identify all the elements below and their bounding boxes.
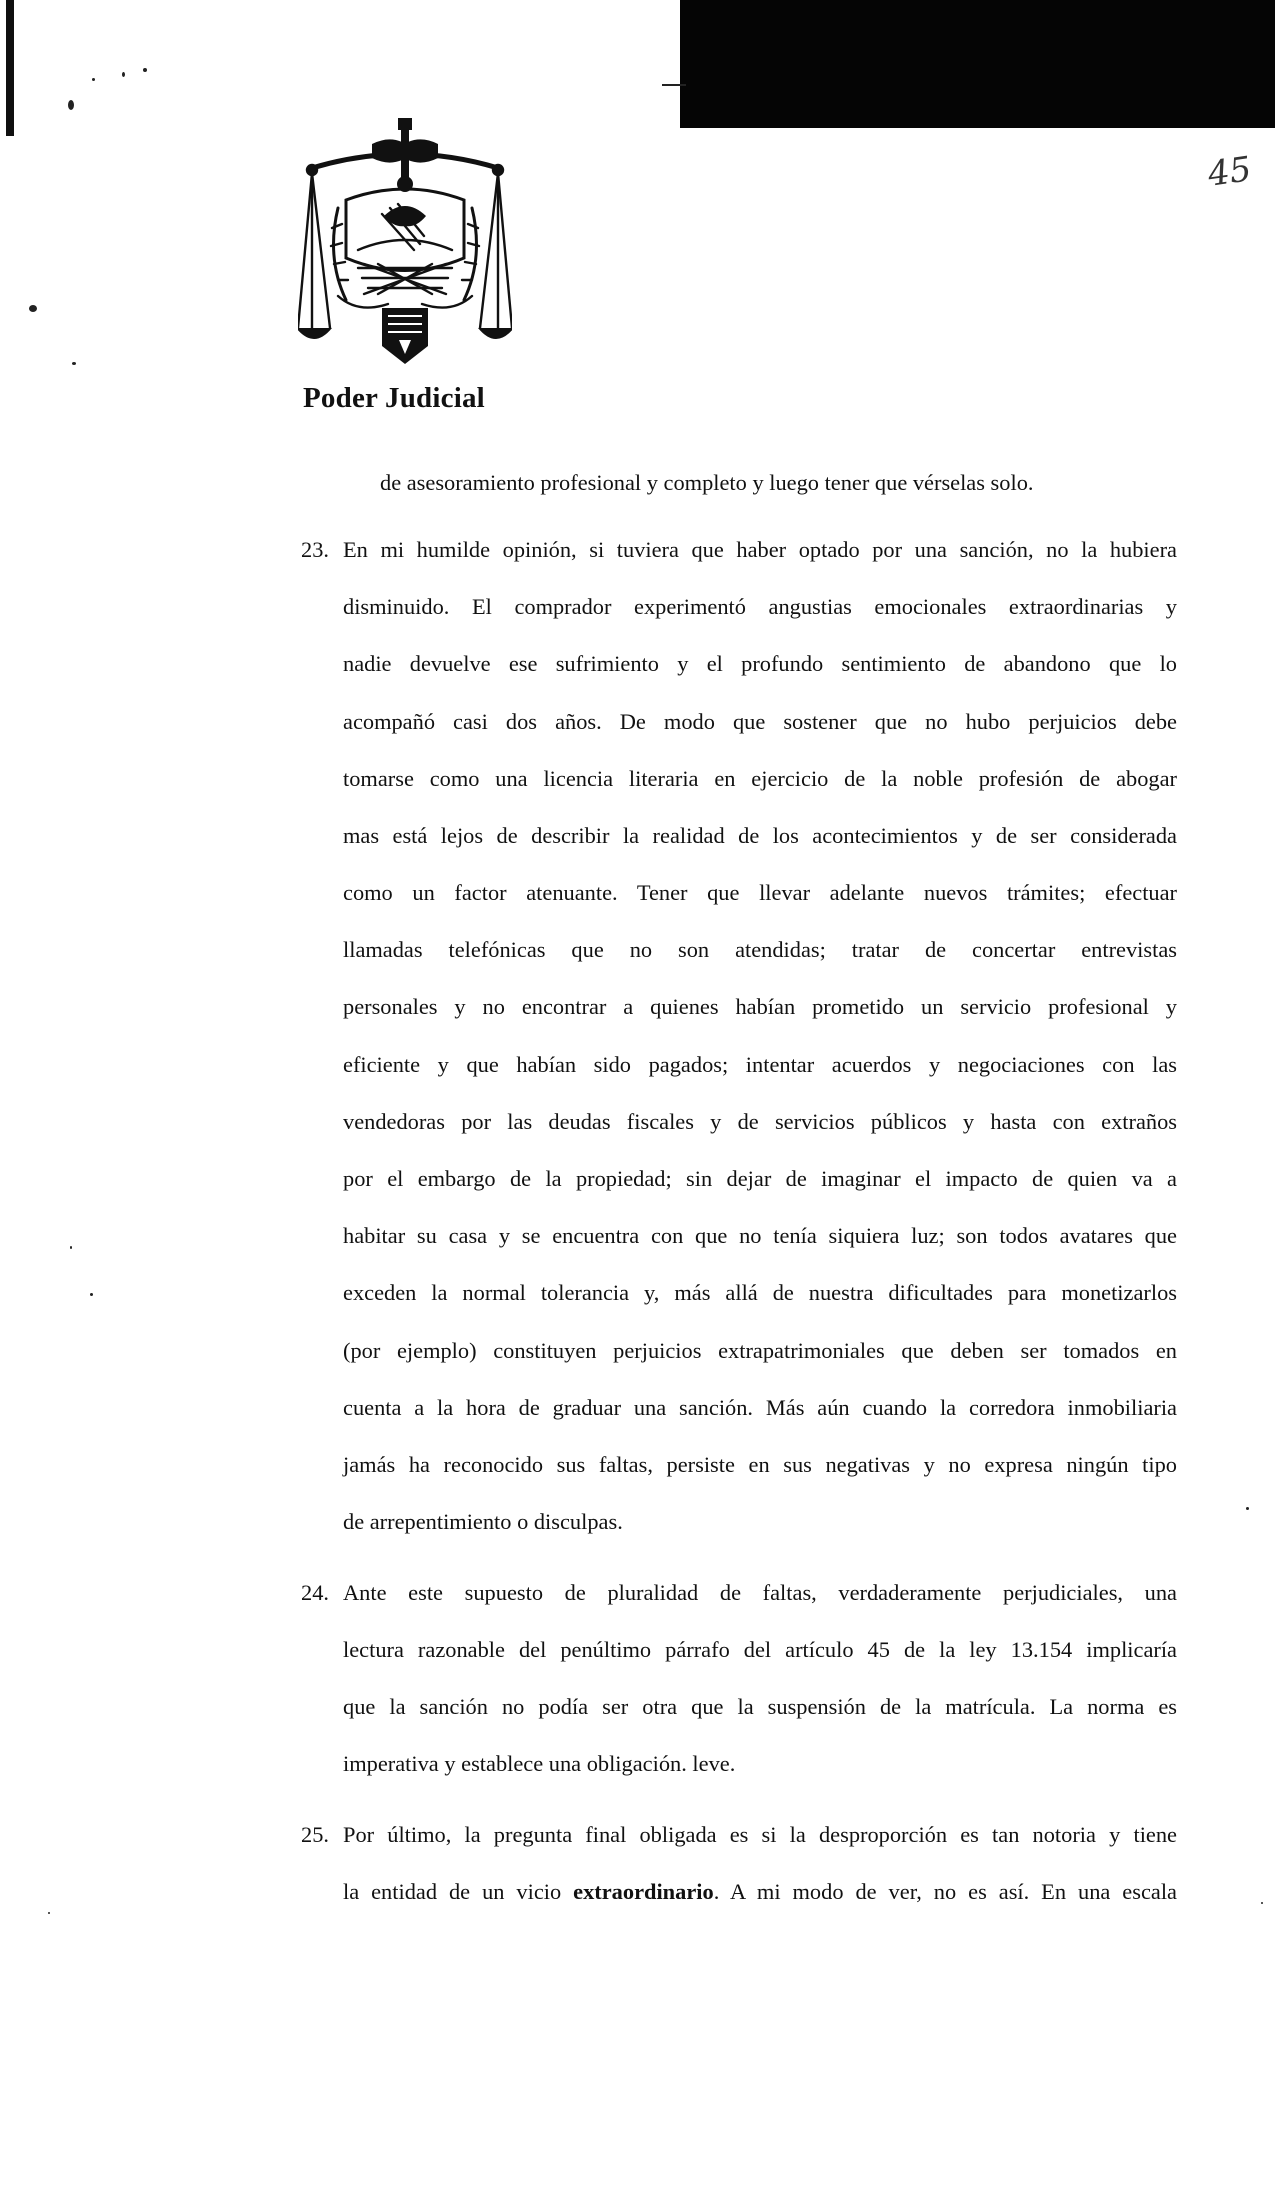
paragraph-number-23: 23. xyxy=(301,537,329,562)
paragraph-25-text-after: . A mi modo de ver, no es así. En una escala xyxy=(713,1879,1177,1904)
scan-redaction-bar xyxy=(680,0,1275,128)
paragraph-25-last-line xyxy=(343,1877,1177,1907)
paragraph-23-line: por el embargo de la propiedad; sin dejar de imaginar el impacto de quien va a xyxy=(343,1166,1177,1191)
paragraph-24-last-line: imperativa y establece una obligación. leve. xyxy=(343,1751,736,1776)
judicial-seal-icon xyxy=(298,118,512,376)
paragraph-23-line: nadie devuelve ese sufrimiento y el profundo sentimiento de abandono que lo xyxy=(343,651,1177,676)
paragraph-23-line: habitar su casa y se encuentra con que no tenía siquiera luz; son todos avatares que xyxy=(343,1223,1177,1248)
paragraph-23-line: (por ejemplo) constituyen perjuicios extrapatrimoniales que deben ser tomados en xyxy=(343,1338,1177,1363)
paragraph-23-line: como un factor atenuante. Tener que llevar adelante nuevos trámites; efectuar xyxy=(343,880,1177,905)
scan-margin-mark xyxy=(6,0,14,136)
scan-speck xyxy=(92,78,95,81)
scan-speck xyxy=(29,305,37,312)
paragraph-24-line: lectura razonable del penúltimo párrafo del artículo 45 de la ley 13.154 implicaría xyxy=(343,1637,1177,1662)
paragraph-23-last-line: de arrepentimiento o disculpas. xyxy=(343,1509,623,1534)
emphasis-extraordinario: extraordinario xyxy=(573,1879,714,1904)
institution-name: Poder Judicial xyxy=(303,382,485,414)
scan-speck xyxy=(122,72,125,77)
paragraph-25-text-before: la entidad de un vicio xyxy=(343,1879,574,1904)
paragraph-23-line: exceden la normal tolerancia y, más allá de nuestra dificultades para monetizarlos xyxy=(343,1280,1177,1305)
paragraph-23-line: disminuido. El comprador experimentó angustias emocionales extraordinarias y xyxy=(343,594,1177,619)
paragraph-23-line: llamadas telefónicas que no son atendidas; tratar de concertar entrevistas xyxy=(343,937,1177,962)
scan-speck xyxy=(72,362,76,365)
scan-speck xyxy=(143,68,147,72)
scan-speck xyxy=(90,1293,93,1296)
paragraph-number-24: 24. xyxy=(301,1580,329,1605)
paragraph-23-line: tomarse como una licencia literaria en ejercicio de la noble profesión de abogar xyxy=(343,766,1177,791)
paragraph-25-line: Por último, la pregunta final obligada es si la desproporción es tan notoria y tiene xyxy=(343,1822,1177,1847)
paragraph-number-25: 25. xyxy=(301,1822,329,1847)
scan-speck xyxy=(1261,1902,1263,1904)
scan-speck xyxy=(48,1912,50,1914)
paragraph-23-line: personales y no encontrar a quienes habían prometido un servicio profesional y xyxy=(343,994,1177,1019)
paragraph-23-line: En mi humilde opinión, si tuviera que haber optado por una sanción, no la hubiera xyxy=(343,537,1177,562)
paragraph-23-line: acompañó casi dos años. De modo que sostener que no hubo perjuicios debe xyxy=(343,709,1177,734)
folio-number: 45 xyxy=(1205,149,1254,195)
paragraph-23-line: cuenta a la hora de graduar una sanción. Más aún cuando la corredora inmobiliaria xyxy=(343,1395,1177,1420)
paragraph-23-line: mas está lejos de describir la realidad de los acontecimientos y de ser considerada xyxy=(343,823,1177,848)
scan-edge-line xyxy=(662,84,686,86)
scan-speck xyxy=(1246,1507,1249,1510)
paragraph-24-line: que la sanción no podía ser otra que la suspensión de la matrícula. La norma es xyxy=(343,1694,1177,1719)
continuation-line: de asesoramiento profesional y completo y luego tener que vérselas solo. xyxy=(380,470,1034,495)
scan-speck xyxy=(68,100,74,110)
scan-speck xyxy=(70,1246,72,1249)
paragraph-23-line: jamás ha reconocido sus faltas, persiste en sus negativas y no expresa ningún tipo xyxy=(343,1452,1177,1477)
paragraph-23-line: eficiente y que habían sido pagados; intentar acuerdos y negociaciones con las xyxy=(343,1052,1177,1077)
paragraph-24-line: Ante este supuesto de pluralidad de faltas, verdaderamente perjudiciales, una xyxy=(343,1580,1177,1605)
paragraph-23-line: vendedoras por las deudas fiscales y de servicios públicos y hasta con extraños xyxy=(343,1109,1177,1134)
